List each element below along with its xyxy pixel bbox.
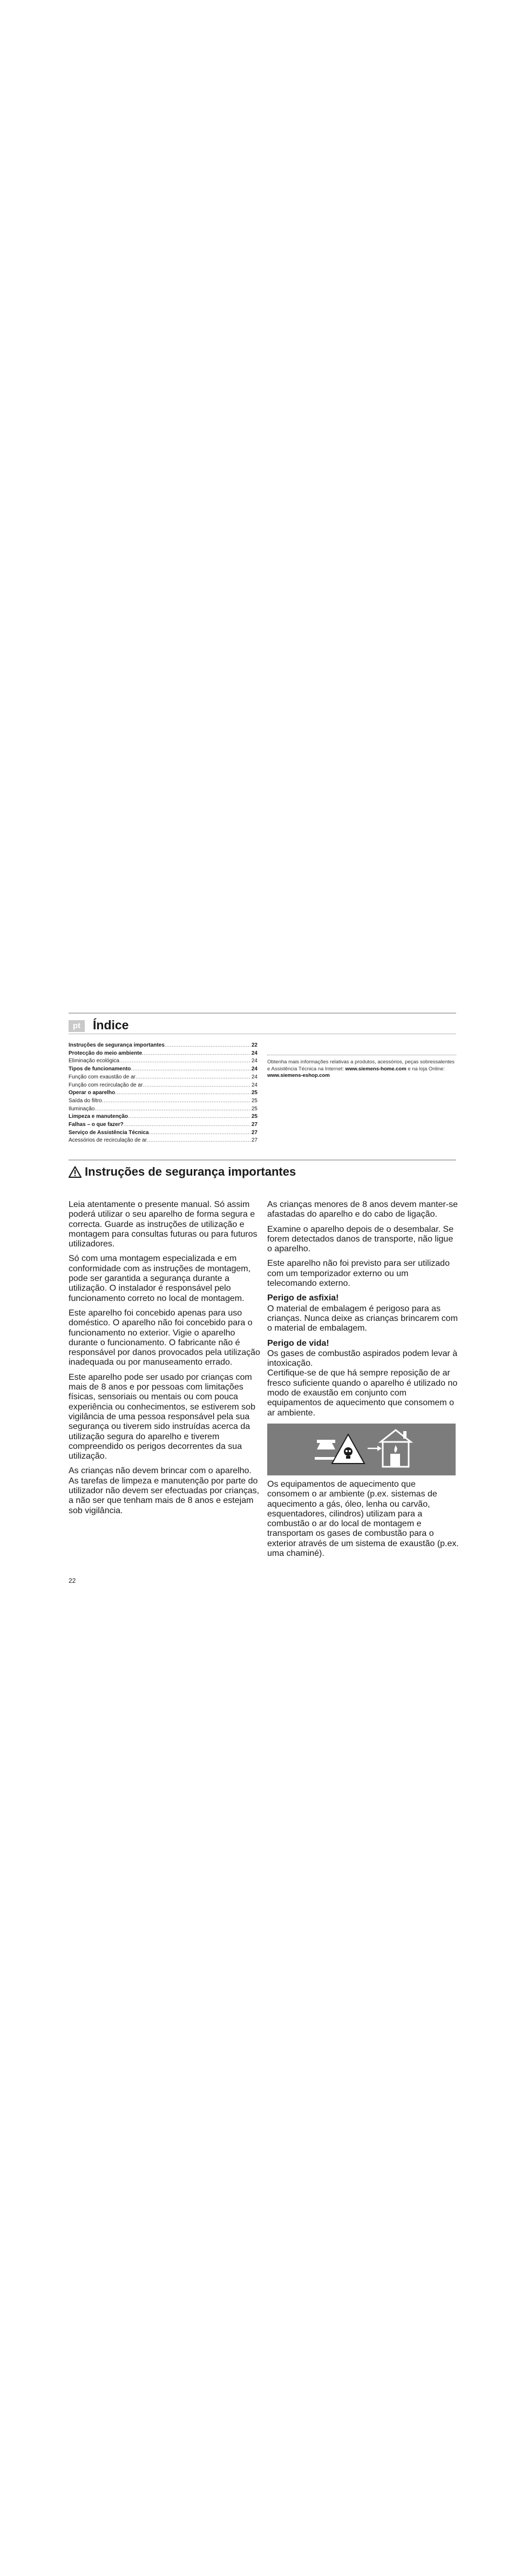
toc-entry-label: Protecção do meio ambiente (69, 1050, 143, 1056)
toc-entry-label: Função com exaustão de ar (69, 1074, 135, 1080)
online-info-note (267, 1059, 456, 1080)
toc-leader-dots (128, 1113, 250, 1121)
section-title: Instruções de segurança importantes (85, 1165, 296, 1178)
paragraph: Examine o aparelho depois de o desembalar. Se forem detectados danos de transporte, não ligue o aparelho. (267, 1224, 454, 1254)
toc-leader-dots (143, 1082, 250, 1090)
toc-entry-page: 27 (251, 1137, 258, 1144)
toc-entry-page: 27 (251, 1129, 258, 1136)
toc-entry-label: Instruções de segurança importantes (69, 1042, 165, 1048)
toc-entry-page: 25 (251, 1097, 258, 1104)
toc-leader-dots (147, 1137, 250, 1145)
siemens-eshop-link[interactable]: www.siemens-eshop.com (267, 1073, 330, 1078)
warning-triangle-icon (69, 1166, 82, 1178)
toc-entry[interactable] (69, 1105, 258, 1114)
paragraph: As crianças não devem brincar com o aparelho. As tarefas de limpeza e manutenção por parte do utilizador não devem ser efectuadas por crianças, a não ser que tenham mais de 8 anos e estejam sob vigilância. (69, 1466, 260, 1515)
toc-entry-page: 27 (251, 1122, 258, 1128)
toc-leader-dots (149, 1129, 250, 1137)
toc-entry-page: 25 (251, 1090, 258, 1096)
paragraph: Certifique-se de que há sempre reposição de ar fresco suficiente quando o aparelho é utilizado no modo de exaustão em conjunto com equipamentos de aquecimento que consomem o ar ambiente. (267, 1368, 458, 1418)
section-heading (69, 1164, 296, 1180)
toc-entry-label: Acessórios de recirculação de ar (69, 1137, 147, 1144)
toc-entry[interactable] (69, 1097, 258, 1105)
toc-entry[interactable] (69, 1050, 258, 1058)
toc-entry[interactable] (69, 1129, 258, 1137)
asphyxia-warning-heading: Perigo de asfixia! (267, 1293, 339, 1303)
toc-entry-label: Falhas – o que fazer? (69, 1122, 124, 1128)
paragraph: Este aparelho foi concebido apenas para uso doméstico. O aparelho não foi concebido para o funcionamento no exterior. Vigie o aparelho durante o funcionamento. O fabricante não é responsável por danos provocados pela utilização inadequada ou por manuseamento errado. (69, 1308, 260, 1367)
toc-leader-dots (94, 1105, 250, 1114)
toc-entry-label: Tipos de funcionamento (69, 1066, 131, 1073)
section-rule (69, 1159, 456, 1161)
toc-entry-page: 24 (251, 1066, 258, 1073)
toc-entry[interactable] (69, 1121, 258, 1129)
toc-entry[interactable] (69, 1074, 258, 1082)
toc-entry-label: Limpeza e manutenção (69, 1114, 128, 1120)
page-number: 22 (69, 1577, 76, 1584)
paragraph: Leia atentamente o presente manual. Só assim poderá utilizar o seu aparelho de forma segura e correcta. Guarde as instruções de utilização e montagem para consultas futuras ou para futuros utilizadores. (69, 1200, 258, 1249)
toc-leader-dots (142, 1050, 250, 1058)
table-of-contents (69, 1042, 258, 1145)
toc-entry[interactable] (69, 1113, 258, 1121)
toc-leader-dots (165, 1042, 250, 1050)
toc-leader-dots (102, 1097, 250, 1105)
note-middle-text: e na loja Online: (406, 1066, 445, 1072)
paragraph: Só com uma montagem especializada e em conformidade com as instruções de montagem, pode ser garantida a segurança durante a utilização. O instalador é responsável pelo funcionamento correto no local de montagem. (69, 1254, 251, 1303)
toc-entry-label: Iluminação (69, 1105, 95, 1112)
danger-to-life-heading: Perigo de vida! (267, 1338, 329, 1348)
index-title: Índice (93, 1018, 129, 1032)
right-column (267, 1200, 459, 1563)
toc-leader-dots (124, 1121, 250, 1129)
toc-entry-page: 25 (251, 1114, 258, 1120)
toc-entry[interactable] (69, 1089, 258, 1097)
combustion-gas-hazard-pictogram (267, 1424, 456, 1475)
toc-entry-page: 24 (251, 1074, 258, 1080)
paragraph: Os equipamentos de aquecimento que consomem o ar ambiente (p.ex. sistemas de aquecimento a gás, óleo, lenha ou carvão, esquentadores, cilindros) utilizam para a combustão o ar do local de montagem e transportam os gases de combustão para o exterior através de um sistema de exaustão (p.ex. uma chaminé). (267, 1479, 459, 1559)
note-text: Obtenha mais informações relativas a produtos, acessórios, peças sobressalentes e Assistência Técnica na Internet: (267, 1059, 455, 1072)
toc-entry-label: Função com recirculação de ar (69, 1082, 143, 1088)
toc-entry[interactable] (69, 1137, 258, 1145)
left-column (69, 1200, 260, 1521)
paragraph: Este aparelho não foi previsto para ser utilizado com um temporizador externo ou um telecomando externo. (267, 1259, 450, 1289)
toc-entry-label: Saída do filtro (69, 1097, 102, 1104)
header-top-rule (69, 1013, 456, 1014)
paragraph: Este aparelho pode ser usado por crianças com mais de 8 anos e por pessoas com limitações físicas, sensoriais ou mentais ou com pouca experiência ou conhecimentos, se estiverem sob vigilância de uma pessoa responsável pela sua segurança ou tiverem sido instruídas acerca da utilização segura do aparelho e tiverem compreendido os perigos decorrentes da sua utilização. (69, 1372, 255, 1461)
toc-entry-page: 24 (251, 1082, 258, 1088)
toc-entry-label: Eliminação ecológica (69, 1058, 119, 1064)
toc-leader-dots (135, 1074, 250, 1082)
toc-entry-page: 22 (251, 1042, 258, 1048)
toc-entry[interactable] (69, 1082, 258, 1090)
toc-entry-label: Serviço de Assistência Técnica (69, 1129, 149, 1136)
toc-entry[interactable] (69, 1042, 258, 1050)
language-badge: pt (69, 1020, 85, 1032)
paragraph: As crianças menores de 8 anos devem manter-se afastadas do aparelho e do cabo de ligação. (267, 1200, 458, 1219)
toc-leader-dots (115, 1089, 250, 1097)
toc-leader-dots (131, 1066, 250, 1074)
toc-entry-page: 24 (251, 1058, 258, 1064)
toc-entry[interactable] (69, 1066, 258, 1074)
toc-entry-page: 24 (251, 1050, 258, 1056)
hazard-illustration (267, 1424, 456, 1475)
siemens-home-link[interactable]: www.siemens-home.com (345, 1066, 406, 1072)
toc-entry[interactable] (69, 1057, 258, 1066)
paragraph: Os gases de combustão aspirados podem levar à intoxicação. (267, 1348, 458, 1368)
toc-entry-label: Operar o aparelho (69, 1090, 116, 1096)
paragraph: O material de embalagem é perigoso para as crianças. Nunca deixe as crianças brincarem com o material de embalagem. (267, 1304, 458, 1333)
toc-leader-dots (119, 1057, 250, 1066)
toc-entry-page: 25 (251, 1105, 258, 1112)
